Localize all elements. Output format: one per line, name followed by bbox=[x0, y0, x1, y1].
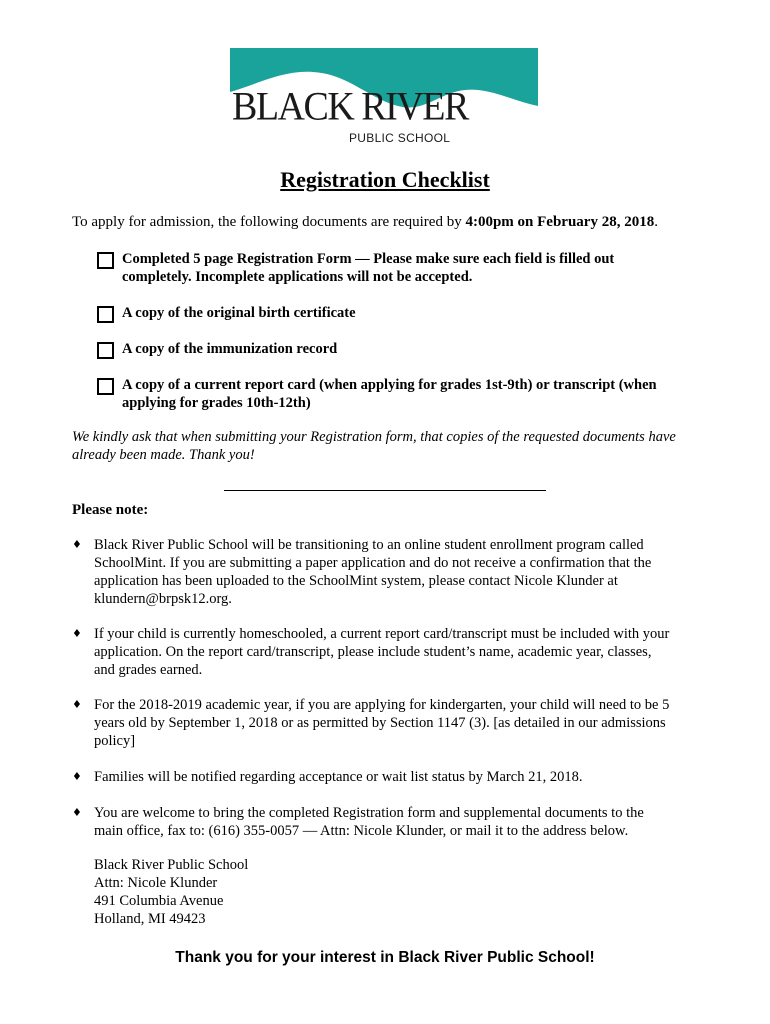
list-item-text: For the 2018-2019 academic year, if you are applying for kindergarten, your child will need to be 5 years old by September 1, 2018 or as permitted by Section 1147 (3). [as detailed in our admissions policy] bbox=[94, 697, 670, 749]
intro-deadline: 4:00pm on February 28, 2018 bbox=[465, 214, 655, 230]
diamond-bullet-icon: ♦ bbox=[72, 698, 82, 711]
checklist-item-label: A copy of the original birth certificate bbox=[122, 305, 356, 321]
checkbox[interactable] bbox=[97, 378, 114, 395]
checkbox[interactable] bbox=[97, 306, 114, 323]
list-item-text: Families will be notified regarding acceptance or wait list status by March 21, 2018. bbox=[94, 769, 583, 785]
thank-you-message: Thank you for your interest in Black River Public School! bbox=[175, 949, 595, 966]
list-item-text: You are welcome to bring the completed Registration form and supplemental documents to the main office, fax to: (616) 355-0057 — Attn: Nicole Klunder, or mail it to the address below. bbox=[94, 805, 644, 839]
address-line: Black River Public School bbox=[94, 857, 249, 873]
checklist-item-label: A copy of a current report card (when applying for grades 1st-9th) or transcript (when applying for grades 10th-12th) bbox=[122, 377, 657, 411]
list-item-text: Black River Public School will be transitioning to an online student enrollment program called SchoolMint. If you are submitting a paper application and do not receive a confirmation that the application has been uploaded to the SchoolMint system, please contact Nicole Klunder at klundern@brpsk12.org. bbox=[94, 537, 652, 607]
list-item-text: If your child is currently homeschooled, a current report card/transcript must be included with your application. On the report card/transcript, please include student’s name, academic year, classes, and grades earned. bbox=[94, 626, 670, 678]
address-line: Holland, MI 49423 bbox=[94, 911, 206, 927]
diamond-bullet-icon: ♦ bbox=[72, 538, 82, 551]
checklist-item-label: A copy of the immunization record bbox=[122, 341, 338, 357]
diamond-bullet-icon: ♦ bbox=[72, 627, 82, 640]
intro-end: . bbox=[654, 214, 658, 230]
diamond-bullet-icon: ♦ bbox=[72, 806, 82, 819]
logo-name: BLACK RIVER bbox=[232, 84, 468, 130]
checklist-item-label: Completed 5 page Registration Form — Please make sure each field is filled out completely. Incomplete applications will not be accepted. bbox=[122, 251, 615, 285]
address-line: Attn: Nicole Klunder bbox=[94, 875, 218, 891]
intro-text bbox=[72, 212, 658, 232]
mailing-address bbox=[94, 856, 248, 928]
checkbox[interactable] bbox=[97, 252, 114, 269]
page-title: Registration Checklist bbox=[280, 167, 490, 192]
logo-subtitle: PUBLIC SCHOOL bbox=[349, 131, 451, 145]
intro-lead: To apply for admission, the following documents are required by bbox=[72, 214, 466, 230]
divider bbox=[224, 490, 546, 491]
address-line: 491 Columbia Avenue bbox=[94, 893, 224, 909]
copies-note: We kindly ask that when submitting your Registration form, that copies of the requested documents have already been made. Thank you! bbox=[72, 429, 676, 463]
checkbox[interactable] bbox=[97, 342, 114, 359]
please-note-heading: Please note: bbox=[72, 502, 149, 518]
diamond-bullet-icon: ♦ bbox=[72, 770, 82, 783]
